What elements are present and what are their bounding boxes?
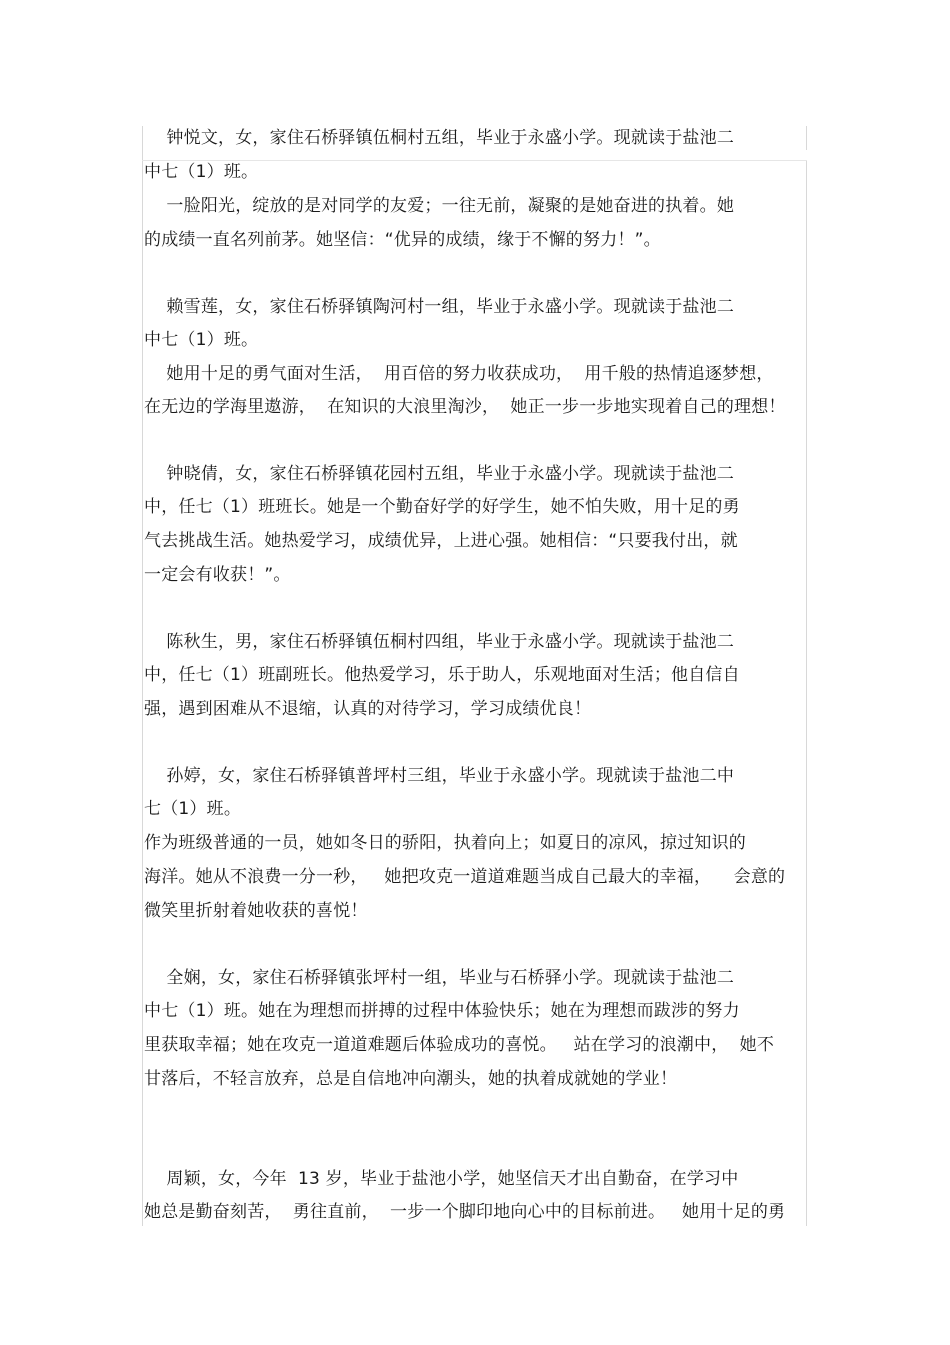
paragraph-line: 孙婷，女，家住石桥驿镇普坪村三组，毕业于永盛小学。现就读于盐池二中 (144, 766, 735, 786)
paragraph-line: 中，任七（1）班副班长。他热爱学习，乐于助人，乐观地面对生活；他自信自 (144, 665, 740, 685)
paragraph-line: 她用十足的勇气面对生活， 用百倍的努力收获成功， 用千般的热情追逐梦想， (144, 364, 774, 384)
right-margin-rule-top (806, 126, 807, 150)
paragraph-line: 中七（1）班。她在为理想而拼搏的过程中体验快乐；她在为理想而跋涉的努力 (144, 1001, 740, 1021)
top-rule (142, 160, 807, 161)
paragraph-line: 中七（1）班。 (144, 162, 259, 182)
paragraph-line: 赖雪莲，女，家住石桥驿镇陶河村一组，毕业于永盛小学。现就读于盐池二 (144, 297, 735, 317)
paragraph-line: 一定会有收获！”。 (144, 565, 291, 585)
paragraph-line: 陈秋生，男，家住石桥驿镇伍桐村四组，毕业于永盛小学。现就读于盐池二 (144, 632, 735, 652)
paragraph-line: 一脸阳光，绽放的是对同学的友爱；一往无前，凝聚的是她奋进的执着。她 (144, 196, 735, 216)
paragraph-line: 中七（1）班。 (144, 330, 259, 350)
paragraph-line: 微笑里折射着她收获的喜悦！ (144, 901, 368, 921)
paragraph-line: 在无边的学海里遨游， 在知识的大浪里淘沙， 她正一步一步地实现着自己的理想！ (144, 397, 786, 417)
paragraph-line: 强，遇到困难从不退缩，认真的对待学习，学习成绩优良！ (144, 699, 592, 719)
paragraph-line: 钟悦文，女，家住石桥驿镇伍桐村五组，毕业于永盛小学。现就读于盐池二 (144, 128, 735, 148)
paragraph-line: 甘落后，不轻言放弃，总是自信地冲向潮头，她的执着成就她的学业！ (144, 1069, 678, 1089)
paragraph-line: 里获取幸福；她在攻克一道道难题后体验成功的喜悦。 站在学习的浪潮中， 她不 (144, 1035, 775, 1055)
paragraph-line: 气去挑战生活。她热爱学习，成绩优异，上进心强。她相信：“只要我付出，就 (144, 531, 738, 551)
paragraph-line: 七（1）班。 (144, 799, 242, 819)
right-margin-rule (806, 160, 807, 1226)
paragraph-line: 周颖，女，今年 13 岁，毕业于盐池小学，她坚信天才出自勤奋，在学习中 (144, 1169, 739, 1189)
paragraph-line: 全娴，女，家住石桥驿镇张坪村一组，毕业与石桥驿小学。现就读于盐池二 (144, 968, 735, 988)
paragraph-line: 的成绩一直名列前茅。她坚信：“优异的成绩，缘于不懈的努力！”。 (144, 230, 661, 250)
paragraph-line: 钟晓倩，女，家住石桥驿镇花园村五组，毕业于永盛小学。现就读于盐池二 (144, 464, 735, 484)
paragraph-line: 她总是勤奋刻苦， 勇往直前， 一步一个脚印地向心中的目标前进。 她用十足的勇 (144, 1202, 786, 1222)
paragraph-line: 作为班级普通的一员，她如冬日的骄阳，执着向上；如夏日的凉风，掠过知识的 (144, 833, 746, 853)
paragraph-line: 海洋。她从不浪费一分一秒， 她把攻克一道道难题当成自己最大的幸福， 会意的 (144, 867, 786, 887)
left-margin-rule (142, 126, 143, 1226)
paragraph-line: 中，任七（1）班班长。她是一个勤奋好学的好学生，她不怕失败，用十足的勇 (144, 497, 740, 517)
